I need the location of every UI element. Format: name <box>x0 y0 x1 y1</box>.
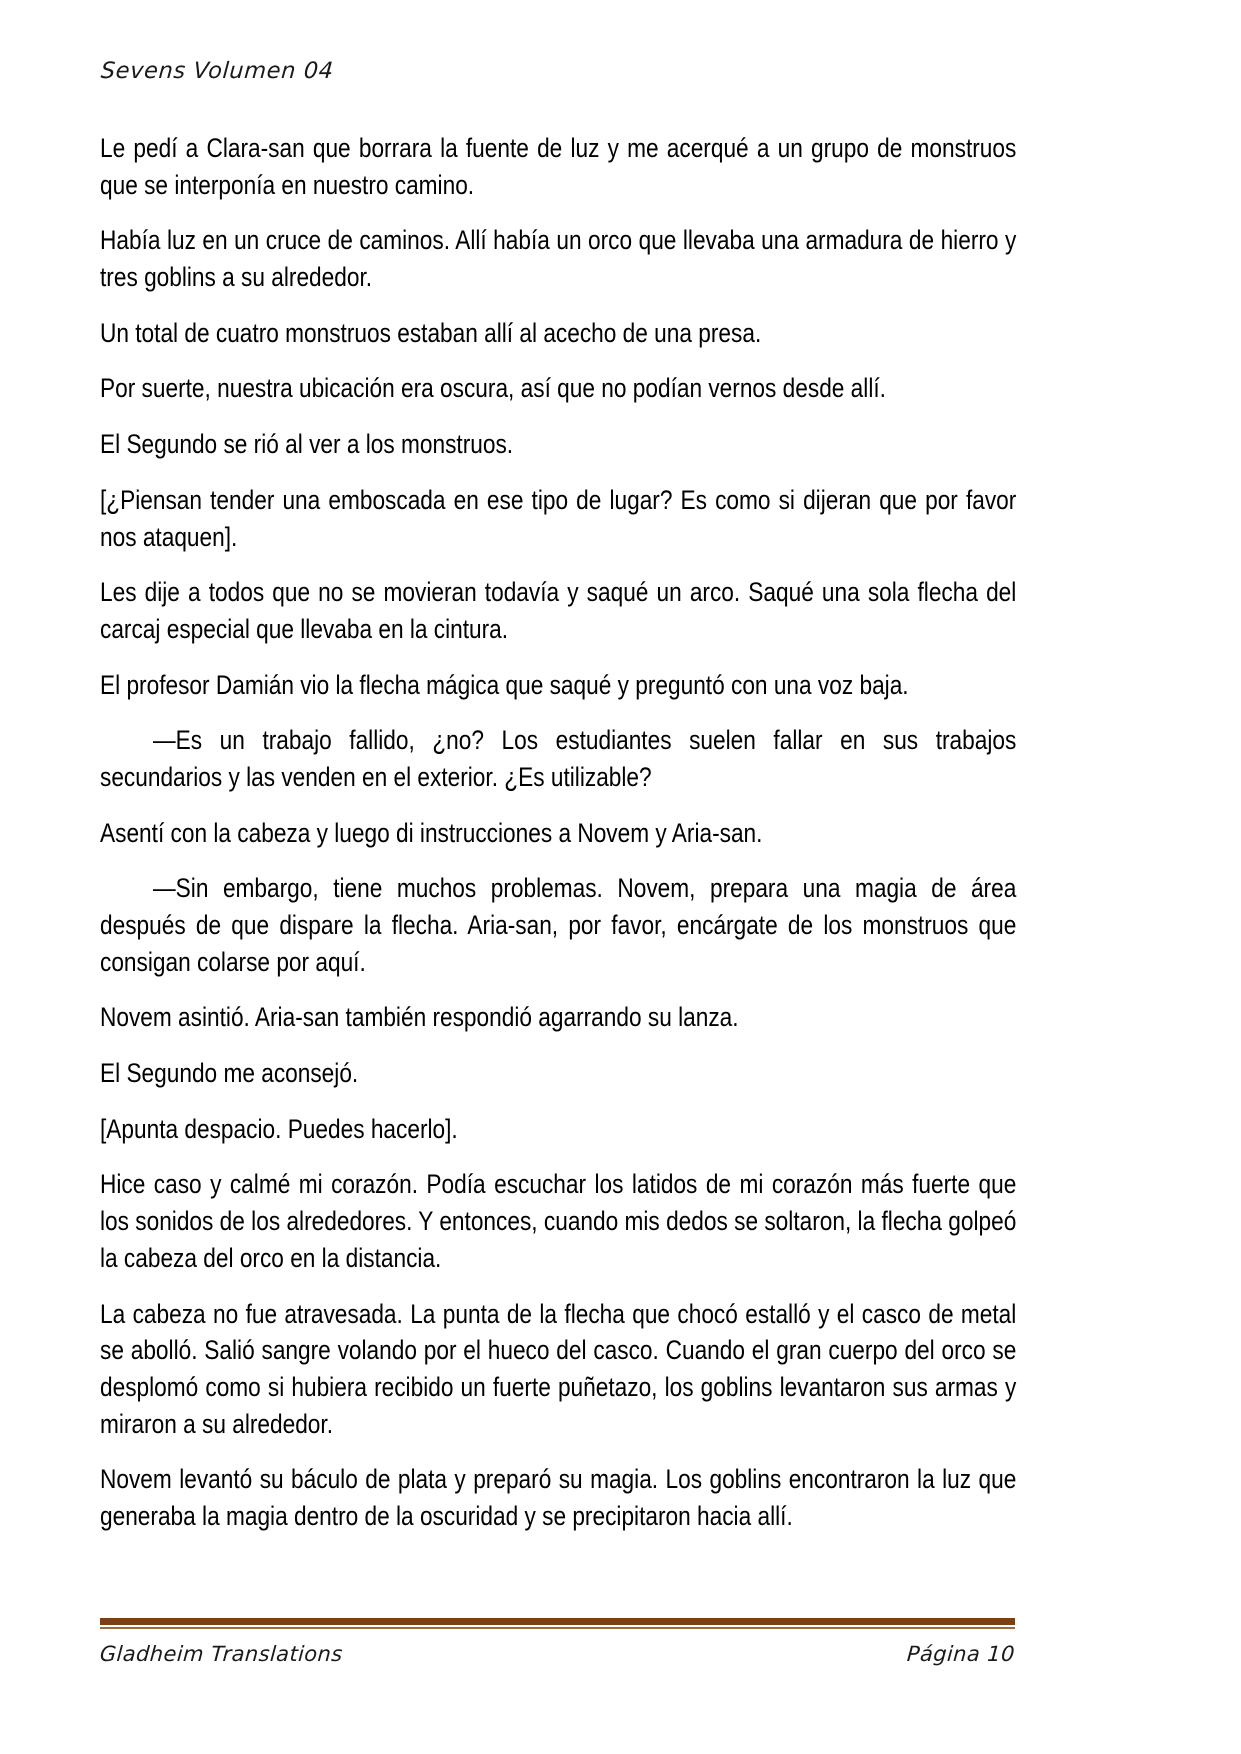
dialogue-paragraph: —Sin embargo, tiene muchos problemas. Novem, prepara una magia de área después de que dispare la flecha. Aria-san, por favor, encárgate de los monstruos que consigan colarse por aquí. <box>100 873 1017 977</box>
body-paragraph: La cabeza no fue atravesada. La punta de la flecha que chocó estalló y el casco de metal se abolló. Salió sangre volando por el hueco del casco. Cuando el gran cuerpo del orco se desplomó como si hubiera recibido un fuerte puñetazo, los goblins levantaron sus armas y miraron a su alrededor. <box>100 1298 1017 1439</box>
body-paragraph: [¿Piensan tender una emboscada en ese tipo de lugar? Es como si dijeran que por favor nos ataquen]. <box>100 484 1017 552</box>
body-paragraph: Novem levantó su báculo de plata y preparó su magia. Los goblins encontraron la luz que generaba la magia dentro de la oscuridad y se precipitaron hacia allí. <box>100 1464 1017 1531</box>
body-paragraph: Un total de cuatro monstruos estaban allí al acecho de una presa. <box>100 317 762 348</box>
footer-rule-thick-bar <box>100 1618 1015 1625</box>
footer-row <box>100 1642 1015 1666</box>
body-paragraph: Por suerte, nuestra ubicación era oscura, así que no podían vernos desde allí. <box>100 373 886 404</box>
body-paragraph: [Apunta despacio. Puedes hacerlo]. <box>100 1113 458 1144</box>
body-paragraph: Hice caso y calmé mi corazón. Podía escuchar los latidos de mi corazón más fuerte que los sonidos de los alrededores. Y entonces, cuando mis dedos se soltaron, la flecha golpeó la cabeza del orco en la distancia. <box>100 1169 1017 1273</box>
page-footer <box>100 1618 1015 1666</box>
body-paragraph: El Segundo se rió al ver a los monstruos. <box>100 429 514 460</box>
footer-rule-thin-bar <box>100 1627 1015 1629</box>
page-body-text <box>100 130 1016 1535</box>
footer-divider-rule <box>100 1618 1015 1629</box>
dialogue-paragraph: —Es un trabajo fallido, ¿no? Los estudiantes suelen fallar en sus trabajos secundarios y las venden en el exterior. ¿Es utilizable? <box>100 725 1017 792</box>
body-paragraph: Les dije a todos que no se movieran todavía y saqué un arco. Saqué una sola flecha del carcaj especial que llevaba en la cintura. <box>100 577 1017 644</box>
translator-credit: Gladheim Translations <box>99 1642 344 1666</box>
body-paragraph: Asentí con la cabeza y luego di instrucciones a Novem y Aria-san. <box>100 817 763 848</box>
header-title: Sevens Volumen 04 <box>100 58 335 84</box>
body-paragraph: El profesor Damián vio la flecha mágica que saqué y preguntó con una voz baja. <box>100 669 909 700</box>
body-paragraph: Le pedí a Clara-san que borrara la fuente de luz y me acerqué a un grupo de monstruos que se interponía en nuestro camino. <box>100 133 1017 200</box>
page-header <box>100 58 1015 98</box>
body-paragraph: El Segundo me aconsejó. <box>100 1058 359 1089</box>
body-paragraph: Novem asintió. Aria-san también respondió agarrando su lanza. <box>100 1002 739 1033</box>
body-paragraph: Había luz en un cruce de caminos. Allí había un orco que llevaba una armadura de hierro y tres goblins a su alrededor. <box>100 225 1017 293</box>
page-number-label: Página 10 <box>906 1642 1016 1666</box>
